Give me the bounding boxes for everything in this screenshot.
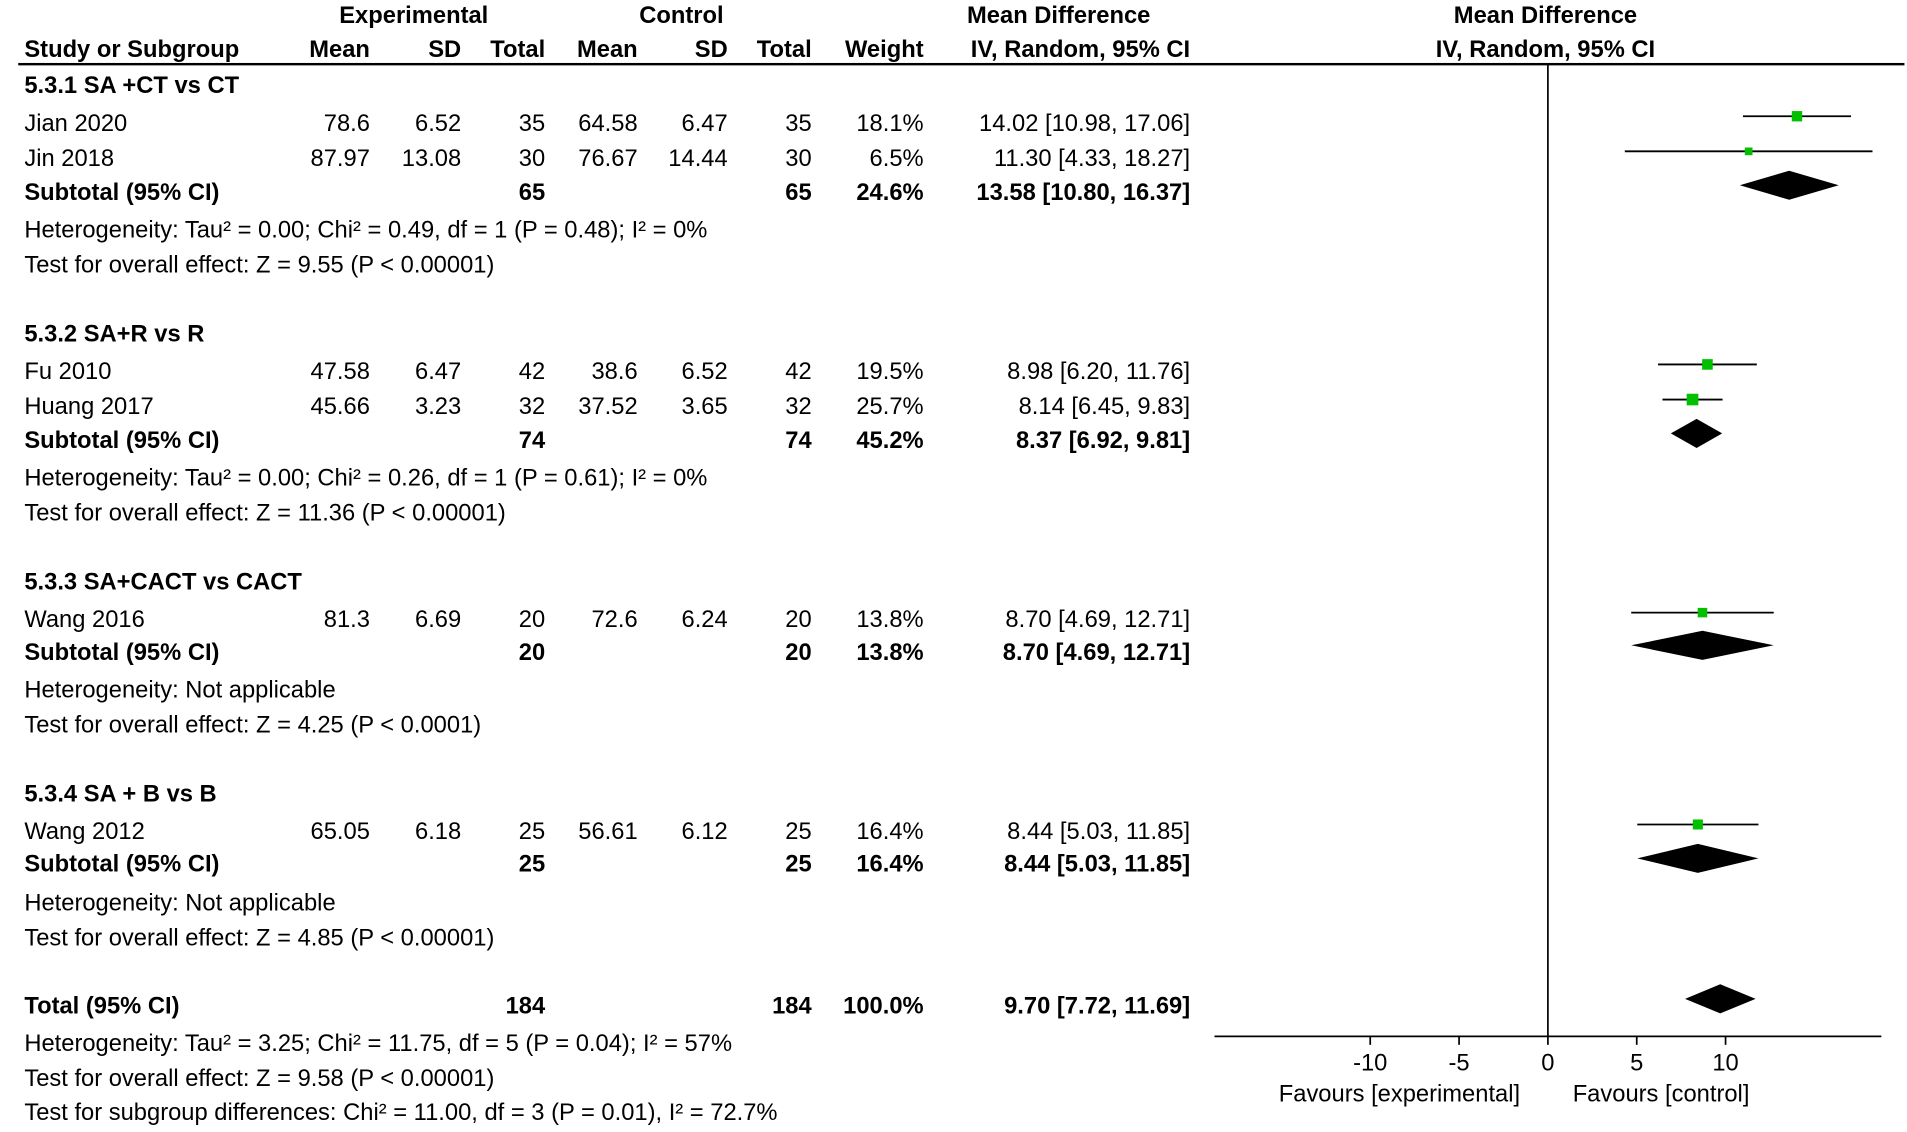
total-c: 25 — [785, 818, 812, 846]
favours-experimental-label: Favours [experimental] — [1278, 1081, 1521, 1108]
sd-c: 6.47 — [681, 110, 728, 137]
mean-e: 81.3 — [323, 606, 370, 634]
subtotal-total-c: 25 — [785, 851, 812, 878]
total-e: 25 — [518, 818, 546, 846]
study-point-estimate — [1687, 394, 1699, 406]
subtotal-total-c: 65 — [785, 179, 812, 206]
subgroup-title: 5.3.2 SA+R vs R — [24, 320, 205, 348]
subtotal-weight: 24.6% — [856, 179, 924, 206]
plot-method-header: IV, Random, 95% CI — [1435, 36, 1656, 63]
pooled-diamond — [1671, 419, 1722, 448]
heterogeneity-text: Heterogeneity: Not applicable — [24, 676, 336, 704]
weight: 18.1% — [856, 110, 924, 137]
col-mean-e-header: Mean — [309, 36, 370, 63]
subtotal-weight: 13.8% — [856, 639, 924, 666]
effect-ci: 8.98 [6.20, 11.76] — [1007, 358, 1191, 386]
subtotal-total-e: 65 — [518, 179, 546, 206]
mean-e: 78.6 — [323, 110, 370, 137]
experimental-header: Experimental — [339, 2, 489, 30]
subtotal-label: Subtotal (95% CI) — [24, 179, 220, 206]
total-c: 30 — [785, 145, 812, 172]
col-study-header: Study or Subgroup — [24, 36, 240, 63]
mean-c: 72.6 — [591, 606, 638, 634]
overall-effect-text: Test for overall effect: Z = 4.25 (P < 0.0001) — [24, 711, 482, 739]
pooled-diamond — [1740, 171, 1839, 200]
effect-ci: 8.14 [6.45, 9.83] — [1018, 393, 1191, 421]
study-point-estimate — [1745, 148, 1753, 156]
md-header: Mean Difference — [967, 2, 1151, 30]
overall-effect-text: Test for overall effect: Z = 11.36 (P < 0.00001) — [24, 500, 506, 527]
pooled-diamond — [1637, 844, 1758, 873]
total-e: 35 — [518, 110, 546, 137]
overall-effect-text: Test for overall effect: Z = 4.85 (P < 0.00001) — [24, 924, 495, 952]
mean-e: 45.66 — [310, 393, 370, 421]
subtotal-total-e: 25 — [518, 851, 546, 878]
mean-c: 64.58 — [578, 110, 638, 137]
sd-e: 3.23 — [415, 393, 462, 421]
sd-e: 6.69 — [415, 606, 462, 634]
sd-e: 6.18 — [415, 818, 462, 846]
x-tick-label: 10 — [1712, 1050, 1739, 1077]
total-c: 42 — [785, 358, 812, 386]
mean-e: 87.97 — [310, 145, 370, 172]
study-name: Wang 2012 — [24, 818, 145, 846]
total-e: 30 — [518, 145, 546, 172]
sd-e: 6.52 — [415, 110, 462, 137]
total-c: 35 — [785, 110, 812, 137]
sd-c: 6.52 — [681, 358, 728, 386]
total-heterogeneity-text: Heterogeneity: Tau² = 3.25; Chi² = 11.75, df = 5 (P = 0.04); I² = 57% — [24, 1030, 733, 1057]
study-point-estimate — [1792, 111, 1802, 121]
mean-c: 37.52 — [578, 393, 638, 421]
mean-c: 38.6 — [591, 358, 638, 386]
heterogeneity-text: Heterogeneity: Not applicable — [24, 889, 336, 917]
weight: 16.4% — [856, 818, 924, 846]
mean-c: 76.67 — [578, 145, 638, 172]
heterogeneity-text: Heterogeneity: Tau² = 0.00; Chi² = 0.26, df = 1 (P = 0.61); I² = 0% — [24, 464, 708, 492]
subtotal-weight: 16.4% — [856, 851, 924, 878]
sd-c: 3.65 — [681, 393, 728, 421]
sd-e: 6.47 — [415, 358, 462, 386]
x-tick-label: 0 — [1541, 1050, 1555, 1077]
weight: 25.7% — [856, 393, 924, 421]
subgroup-title: 5.3.3 SA+CACT vs CACT — [24, 569, 302, 596]
mean-e: 47.58 — [310, 358, 370, 386]
total-e: 42 — [518, 358, 546, 386]
total-c: 32 — [785, 393, 812, 421]
mean-e: 65.05 — [310, 818, 370, 846]
subgroup-title: 5.3.1 SA +CT vs CT — [24, 72, 240, 100]
col-sd-c-header: SD — [694, 36, 728, 63]
subtotal-ci: 8.44 [5.03, 11.85] — [1004, 851, 1191, 878]
col-total-e-header: Total — [490, 36, 546, 63]
col-method-header: IV, Random, 95% CI — [970, 36, 1191, 63]
subtotal-total-c: 74 — [785, 427, 812, 455]
x-tick-label: -10 — [1353, 1050, 1388, 1077]
subgroup-title: 5.3.4 SA + B vs B — [24, 780, 217, 808]
col-total-c-header: Total — [756, 36, 812, 63]
subtotal-weight: 45.2% — [856, 427, 924, 455]
total-ci: 9.70 [7.72, 11.69] — [1004, 992, 1191, 1020]
col-mean-c-header: Mean — [576, 36, 638, 63]
mean-c: 56.61 — [578, 818, 638, 846]
study-name: Wang 2016 — [24, 606, 145, 634]
study-name: Fu 2010 — [24, 358, 112, 386]
total-total-e: 184 — [505, 992, 546, 1020]
overall-effect-text: Test for overall effect: Z = 9.55 (P < 0.00001) — [24, 251, 495, 279]
subgroup-differences-text: Test for subgroup differences: Chi² = 11.00, df = 3 (P = 0.01), I² = 72.7% — [24, 1099, 778, 1126]
effect-ci: 8.44 [5.03, 11.85] — [1007, 818, 1191, 846]
subtotal-total-e: 20 — [518, 639, 546, 666]
study-name: Jian 2020 — [24, 110, 128, 137]
weight: 6.5% — [869, 145, 924, 172]
total-weight: 100.0% — [843, 992, 924, 1020]
control-header: Control — [639, 2, 724, 30]
subtotal-label: Subtotal (95% CI) — [24, 427, 220, 455]
effect-ci: 14.02 [10.98, 17.06] — [979, 110, 1191, 137]
effect-ci: 11.30 [4.33, 18.27] — [993, 145, 1191, 172]
total-total-c: 184 — [772, 992, 812, 1020]
pooled-diamond — [1631, 631, 1773, 660]
subtotal-ci: 8.37 [6.92, 9.81] — [1015, 427, 1191, 455]
col-weight-header: Weight — [844, 36, 924, 63]
study-point-estimate — [1698, 608, 1708, 617]
study-name: Jin 2018 — [24, 145, 115, 172]
study-name: Huang 2017 — [24, 393, 154, 421]
subtotal-ci: 13.58 [10.80, 16.37] — [976, 179, 1191, 206]
total-e: 20 — [518, 606, 546, 634]
weight: 13.8% — [856, 606, 924, 634]
sd-c: 14.44 — [668, 145, 728, 172]
x-tick-label: 5 — [1630, 1050, 1644, 1077]
sd-c: 6.24 — [681, 606, 728, 634]
study-point-estimate — [1693, 819, 1703, 829]
subtotal-label: Subtotal (95% CI) — [24, 851, 220, 878]
col-sd-e-header: SD — [428, 36, 462, 63]
subtotal-label: Subtotal (95% CI) — [24, 639, 220, 666]
total-label: Total (95% CI) — [24, 992, 180, 1020]
heterogeneity-text: Heterogeneity: Tau² = 0.00; Chi² = 0.49, df = 1 (P = 0.48); I² = 0% — [24, 216, 708, 244]
x-tick-label: -5 — [1448, 1050, 1470, 1077]
favours-control-label: Favours [control] — [1572, 1081, 1750, 1108]
sd-c: 6.12 — [681, 818, 728, 846]
subtotal-total-e: 74 — [518, 427, 546, 455]
sd-e: 13.08 — [401, 145, 462, 172]
effect-ci: 8.70 [4.69, 12.71] — [1005, 606, 1191, 634]
total-e: 32 — [518, 393, 546, 421]
study-point-estimate — [1702, 359, 1713, 370]
weight: 19.5% — [856, 358, 924, 386]
pooled-diamond — [1685, 984, 1756, 1013]
subtotal-total-c: 20 — [785, 639, 812, 666]
subtotal-ci: 8.70 [4.69, 12.71] — [1002, 639, 1191, 666]
total-c: 20 — [785, 606, 812, 634]
plot-md-header: Mean Difference — [1453, 2, 1638, 30]
total-overall-effect-text: Test for overall effect: Z = 9.58 (P < 0.00001) — [24, 1065, 495, 1093]
